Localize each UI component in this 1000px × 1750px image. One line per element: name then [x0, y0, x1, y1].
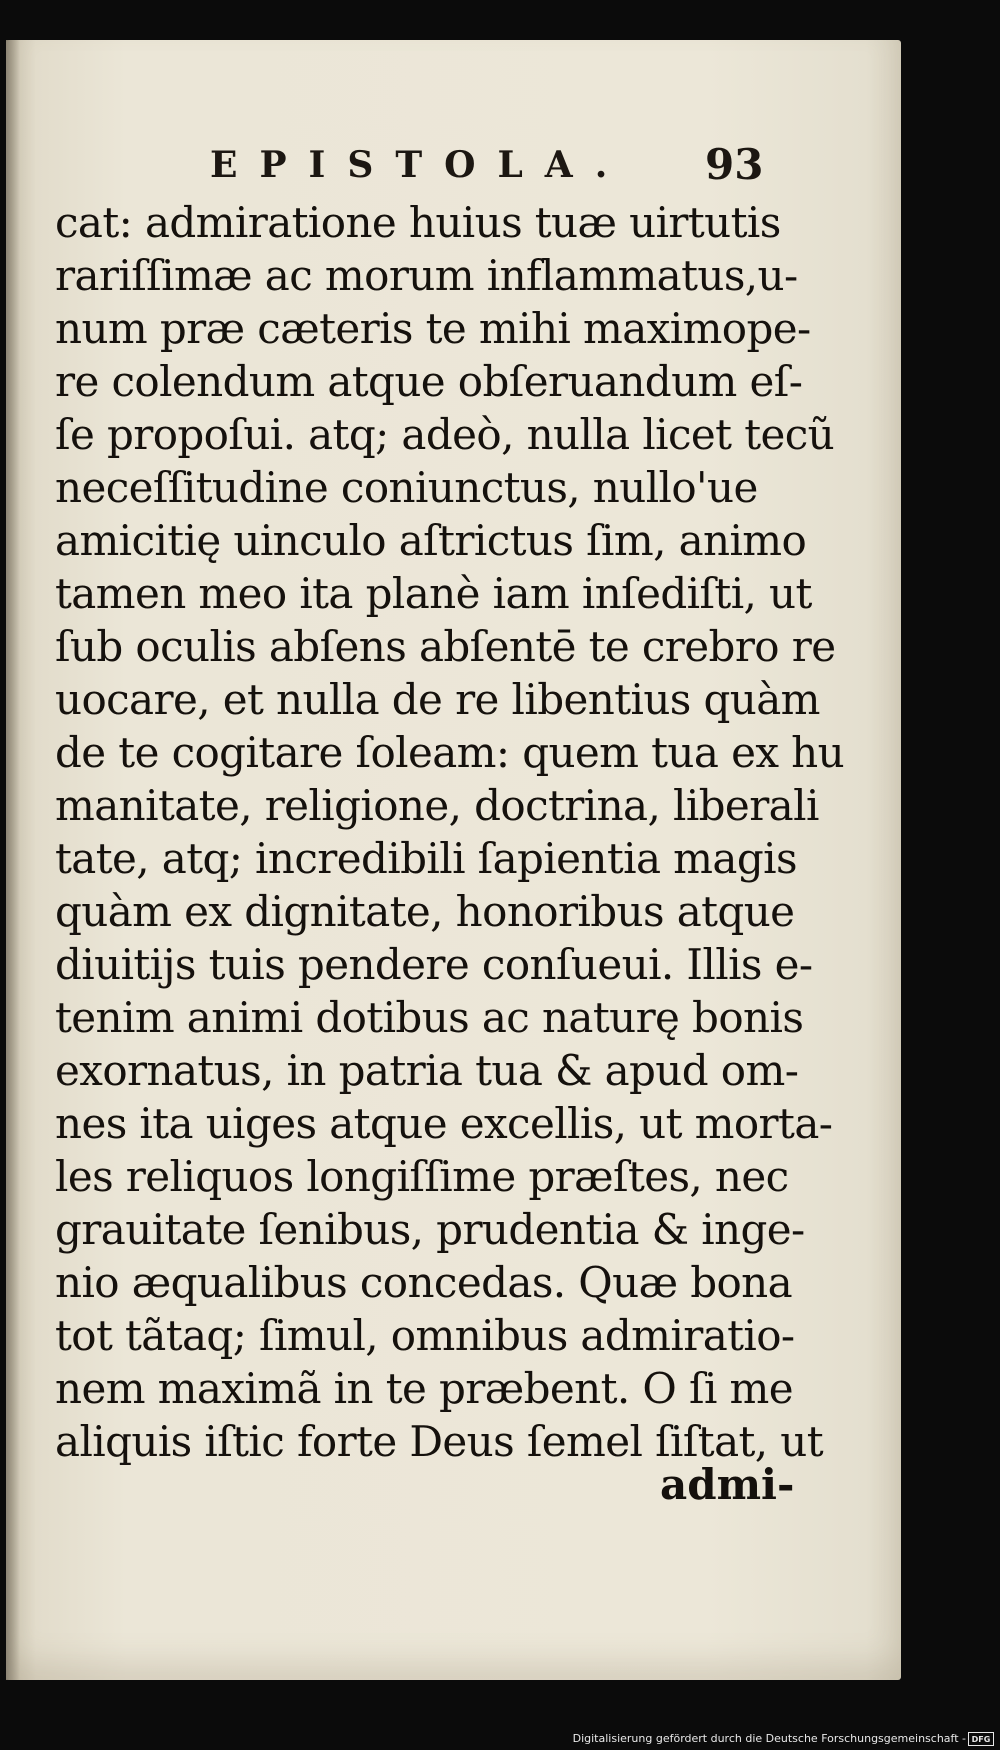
digitization-credit: Digitalisierung gefördert durch die Deutsche Forschungsgemeinschaft -: [572, 1732, 966, 1745]
text-line: rariſſimæ ac morum inflammatus,u-: [55, 251, 798, 300]
text-line: tenim animi dotibus ac naturę bonis: [55, 993, 804, 1042]
text-line: num præ cæteris te mihi maximope-: [55, 304, 811, 353]
text-line: aliquis iſtic forte Deus ſemel ſiſtat, ut: [55, 1417, 824, 1466]
catchword: admi-: [660, 1460, 795, 1509]
text-line: neceſſitudine coniunctus, nullo'ue: [55, 463, 758, 512]
text-line: ſub oculis abſens abſentē te crebro re: [55, 622, 836, 671]
footer-bar: [0, 1730, 1000, 1750]
text-line: manitate, religione, doctrina, liberali: [55, 781, 819, 830]
text-line: nem maximã in te præbent. O ſi me: [55, 1364, 794, 1413]
text-line: uocare, et nulla de re libentius quàm: [55, 675, 820, 724]
text-line: tamen meo ita planè iam inſediſti, ut: [55, 569, 812, 618]
page-gutter-shadow: [6, 40, 20, 1680]
text-line: amicitię uinculo aſtrictus ſim, animo: [55, 516, 807, 565]
text-line: les reliquos longiſſime præſtes, nec: [55, 1152, 789, 1201]
text-line: tot tãtaq; ſimul, omnibus admiratio-: [55, 1311, 795, 1360]
body-text: [55, 196, 845, 1468]
text-line: diuitijs tuis pendere conſueui. Illis e-: [55, 940, 813, 989]
text-line: de te cogitare ſoleam: quem tua ex hu: [55, 728, 845, 777]
text-line: cat: admiratione huius tuæ uirtutis: [55, 198, 781, 247]
dfg-logo: DFG: [968, 1732, 994, 1746]
running-head: [200, 140, 764, 200]
text-line: exornatus, in patria tua & apud om-: [55, 1046, 799, 1095]
text-line: grauitate ſenibus, prudentia & inge-: [55, 1205, 805, 1254]
text-line: nes ita uiges atque excellis, ut morta-: [55, 1099, 833, 1148]
text-line: tate, atq; incredibili ſapientia magis: [55, 834, 797, 883]
page-number: 93: [705, 140, 764, 189]
text-line: ſe propoſui. atq; adeò, nulla licet tecũ: [55, 410, 835, 459]
text-line: quàm ex dignitate, honoribus atque: [55, 887, 795, 936]
text-line: re colendum atque obſeruandum eſ-: [55, 357, 803, 406]
running-head-title: EPISTOLA.: [210, 144, 630, 186]
text-line: nio æqualibus concedas. Quæ bona: [55, 1258, 793, 1307]
